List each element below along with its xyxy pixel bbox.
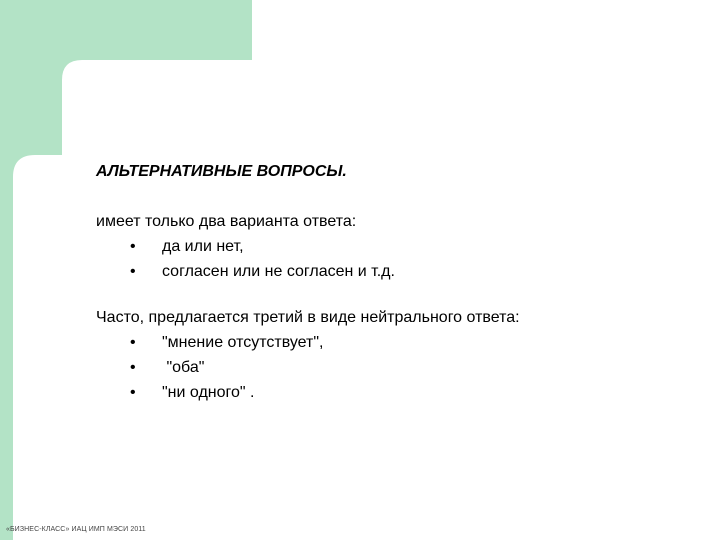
list-item-text: "ни одного" . — [162, 384, 255, 401]
footer-text: «БИЗНЕС-КЛАСС» ИАЦ ИМП МЭСИ 2011 — [6, 526, 146, 533]
section-answer-options — [96, 209, 395, 284]
list-item-text: да или нет, — [162, 238, 244, 255]
list-item — [96, 380, 520, 405]
bullet-list — [96, 330, 520, 405]
bullet-icon: • — [130, 384, 136, 401]
bullet-icon: • — [130, 238, 136, 255]
list-item-text: "оба" — [162, 359, 205, 376]
list-item — [96, 330, 520, 355]
list-item — [96, 259, 395, 284]
list-item — [96, 355, 520, 380]
bullet-icon: • — [130, 359, 136, 376]
section-intro-text: имеет только два варианта ответа: — [96, 213, 357, 230]
section-intro-text: Часто, предлагается третий в виде нейтрального ответа: — [96, 309, 520, 326]
slide-title: АЛЬТЕРНАТИВНЫЕ ВОПРОСЫ. — [96, 163, 347, 180]
list-item-text: "мнение отсутствует", — [162, 334, 324, 351]
list-item-text: согласен или не согласен и т.д. — [162, 263, 395, 280]
bullet-icon: • — [130, 263, 136, 280]
bullet-list — [96, 234, 395, 284]
section-neutral-options — [96, 305, 520, 405]
bullet-icon: • — [130, 334, 136, 351]
list-item — [96, 234, 395, 259]
